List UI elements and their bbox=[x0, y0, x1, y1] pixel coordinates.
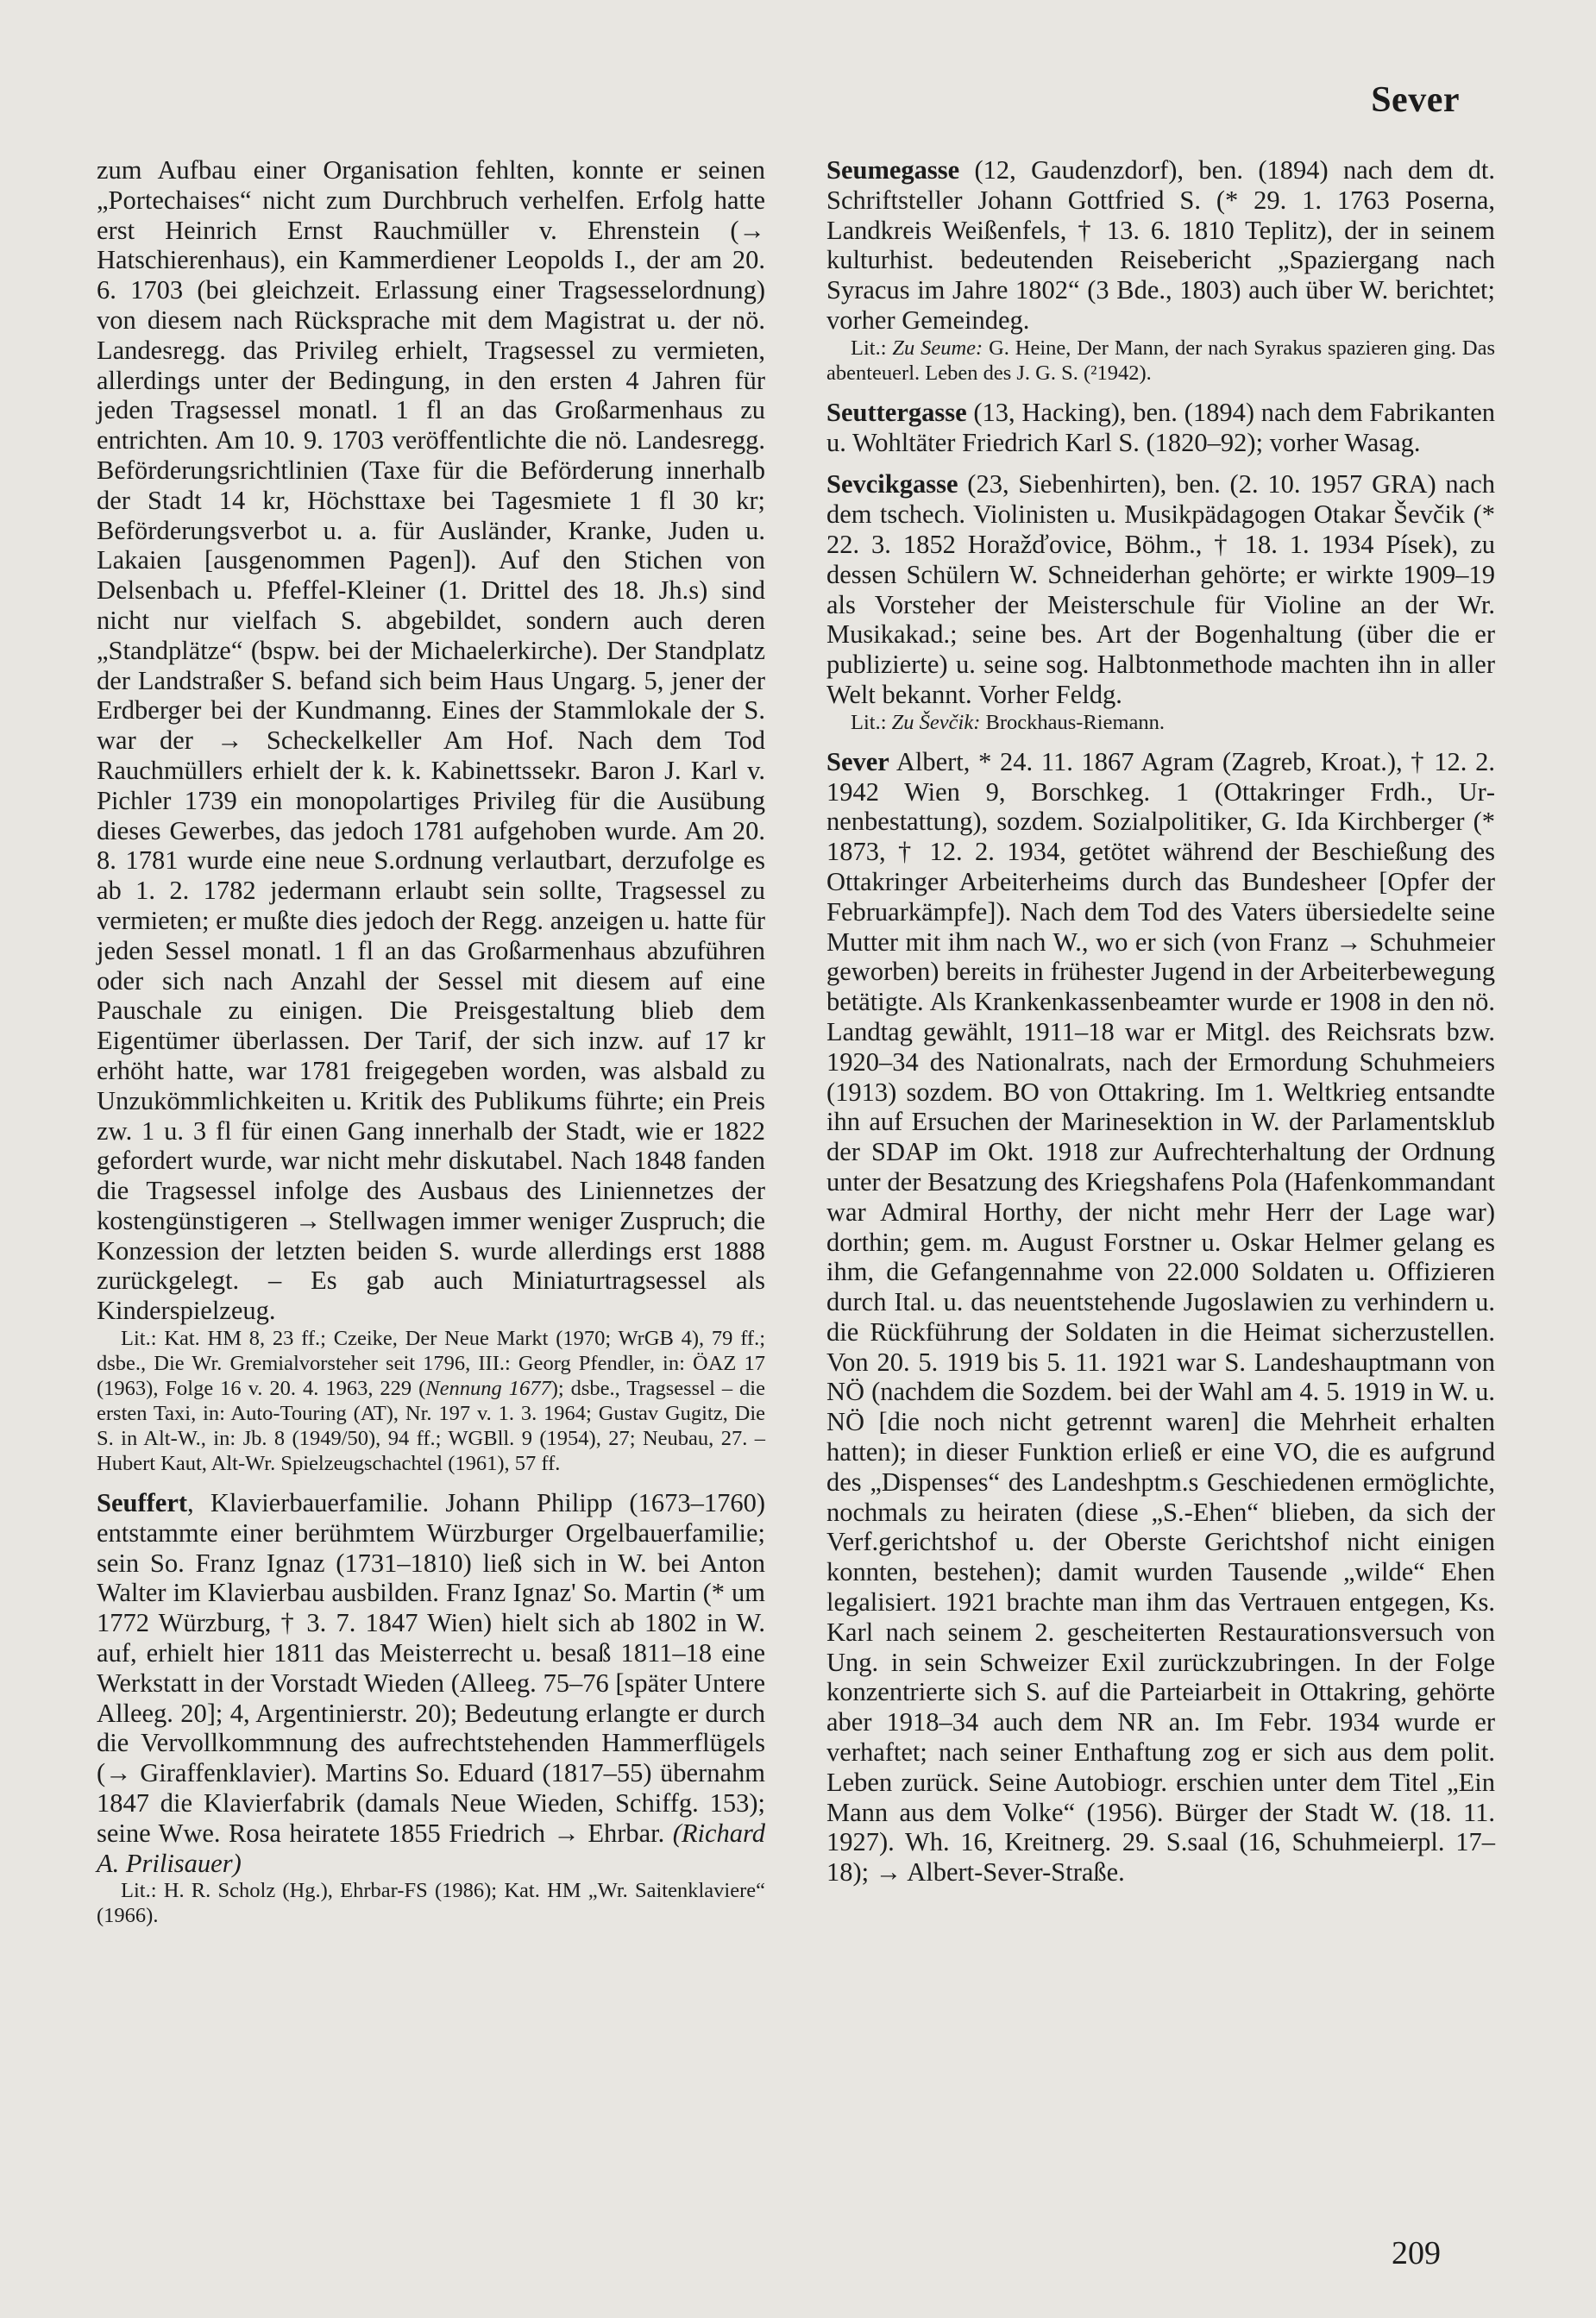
entry-body bbox=[826, 747, 1495, 1888]
entry-text: , Klavierbauerfamilie. Johann Philipp (1673–1760) entstammte einer berühmtem Würzburger Orgelbauerfamilie; sein So. Franz Ignaz (1731–1810) ließ sich in W. bei Anton Walter im Klavierbau ausbilden. Franz Ignaz' So. Martin (* um 1772 Würzburg, † 3. 7. 1847 Wien) hielt sich ab 1802 in W. auf, erhielt hier 1811 das Meisterrecht u. besaß 1811–18 eine Werkstatt in der Vorstadt Wieden (Alleeg. 75–76 [später Untere Alleeg. 20]; 4, Argentinierstr. 20); Bedeutung erlangte er durch die Vervollkommnung des aufrechtstehenden Hammerflügels (→ Giraffenklavier). Martins So. Eduard (1817–55) übernahm 1847 die Klavierfabrik (damals Neue Wieden, Schiffg. 153); seine Wwe. Rosa heiratete 1855 Friedrich → Ehrbar. bbox=[97, 1488, 765, 1848]
entry-body: zum Aufbau einer Organisation fehlten, konnte er seinen „Portechaises“ nicht zum Durchbruch verhelfen. Erfolg hatte erst Heinrich Ernst Rauchmüller v. Ehrenstein (→ Hatschierenhaus), ein Kammerdiener Leopolds I., der am 20. 6. 1703 (bei gleichzeit. Erlassung einer Tragsesselordnung) von diesem nach Rücksprache mit dem Magistrat u. der nö. Landesregg. das Privileg erhielt, Tragsessel zu vermieten, allerdings unter der Bedingung, in den ersten 4 Jahren für jeden Tragsessel monatl. 1 fl an das Großarmenhaus zu entrichten. Am 10. 9. 1703 veröffentlichte die nö. Landesregg. Beförderungsrichtlinien (Taxe für die Beförderung innerhalb der Stadt 14 kr, Höchsttaxe bei Tagesmiete 1 fl 30 kr; Beförderungsverbot u. a. für Ausländer, Kranke, Juden u. Lakaien [ausgenommen Pagen]). Auf den Stichen von Delsenbach u. Pfeffel-Kleiner (1. Drittel des 18. Jh.s) sind nicht nur vielfach S. abgebildet, sondern auch deren „Standplätze“ (bspw. bei der Michaelerkirche). Der Standplatz der Landstraßer S. befand sich beim Haus Ungarg. 5, jener der Erdberger bei der Kundmanng. Eines der Stammlokale der S. war der → Scheckelkeller Am Hof. Nach dem Tod Rauchmüllers erhielt der k. k. Kabinettssekr. Baron J. Karl v. Pichler 1739 ein monopolartiges Privileg für die Ausübung dieses Gewerbes, das jedoch 1781 aufgehoben wurde. Am 20. 8. 1781 wurde eine neue S.ordnung verlautbart, derzufolge es ab 1. 2. 1782 jedermann erlaubt sein sollte, Tragsessel zu vermieten; er mußte dies jedoch der Regg. anzeigen u. hatte für jeden Sessel monatl. 1 fl an das Großarmenhaus abzuführen oder sich nach Anzahl der Sessel mit diesem auf eine Pauschale zu einigen. Die Preisgestaltung blieb dem Eigentümer überlassen. Der Tarif, der sich inzw. auf 17 kr erhöht hatte, war 1781 freigegeben worden, was alsbald zu Unzukömmlichkeiten u. Kritik des Publikums führte; ein Preis zw. 1 u. 3 fl für einen Gang innerhalb der Stadt, wie er 1822 gefordert wurde, war nicht mehr diskutabel. Nach 1848 fanden die Tragsessel infolge des Ausbaus des Liniennetzes der kostengünstigeren → Stellwagen immer weniger Zuspruch; die Konzession der letzten beiden S. wurde allerdings erst 1888 zurückgelegt. – Es gab auch Miniaturtragsessel als Kinderspielzeug. bbox=[97, 155, 765, 1326]
literature-note bbox=[826, 710, 1495, 735]
entry-body bbox=[97, 1488, 765, 1878]
headword: Seumegasse bbox=[826, 155, 960, 185]
entry-author: (Richard A. Prilisauer) bbox=[97, 1818, 765, 1878]
entry-tragsessel-continued bbox=[97, 155, 765, 1476]
entry-text: (13, Hacking), ben. (1894) nach dem Fabrikanten u. Wohltäter Friedrich Karl S. (1820–92); vorher Wasag. bbox=[826, 397, 1495, 457]
left-column bbox=[97, 155, 765, 1928]
entry-text: (12, Gaudenzdorf), ben. (1894) nach dem dt. Schriftsteller Johann Gottfried S. (* 29. 1. 1763 Poserna, Landkreis Weißenfels, † 13. 6. 1810 Teplitz), der in seinem kulturhist. bedeutenden Reisebericht „Spaziergang nach Syracus im Jahre 1802“ (3 Bde., 1803) auch über W. berichtet; vorher Gemeindeg. bbox=[826, 155, 1495, 335]
lit-text: Brockhaus-Riemann. bbox=[980, 710, 1166, 734]
entry-seumegasse bbox=[826, 155, 1495, 386]
entry-text: Albert, * 24. 11. 1867 Agram (Zagreb, Kroat.), † 12. 2. 1942 Wien 9, Borschkeg. 1 (Ottakringer Frdh., Urnenbestattung), sozdem. Sozialpolitiker, G. Ida Kirchberger (* 1873, † 12. 2. 1934, getötet während der Beschießung des Ottakringer Arbeiterheims durch das Bundesheer [Opfer der Februarkämpfe]). Nach dem Tod des Vaters übersiedelte seine Mutter mit ihm nach W., wo er sich (von Franz → Schuhmeier geworben) bereits in frühester Jugend in der Arbeiterbewegung betätigte. Als Krankenkassenbeamter wurde er 1908 in den nö. Landtag gewählt, 1911–18 war er Mitgl. des Reichsrats bzw. 1920–34 des Nationalrats, nach der Ermordung Schuhmeiers (1913) sozdem. BO von Ottakring. Im 1. Weltkrieg entsandte ihn auf Ersuchen der Marinesektion in W. der Parlamentsklub der SDAP im Okt. 1918 zur Aufrechterhaltung der Ordnung unter der Besatzung des Kriegshafens Pola (Hafenkommandant war Admiral Horthy, der nicht mehr Herr der Lage war) dorthin; gem. m. August Forstner u. Oskar Helmer gelang es ihm, die Gefangennahme von 22.000 Soldaten u. Offizieren durch Ital. u. das neuentstehende Jugoslawien zu verhindern u. die Rückführung der Soldaten in die Heimat sicherzustellen. Von 20. 5. 1919 bis 5. 11. 1921 war S. Landeshauptmann von NÖ (nachdem die Sozdem. bei der Wahl am 4. 5. 1919 in W. u. NÖ [die noch nicht getrennt waren] die Mehrheit erhalten hatten); in dieser Funktion erließ er eine VO, die es aufgrund des „Dispenses“ des Landeshptm.s Geschiedenen ermöglichte, nochmals zu heiraten (diese „S.-Ehen“ blieben, da sich der Verf.gerichtshof u. der Oberste Gerichtshof nicht einigen konnten, bestehen); damit wurden Tausende „wilde“ Ehen legalisiert. 1921 brachte man ihm das Vertrauen entgegen, Ks. Karl nach seinem 2. gescheiterten Restaurationsversuch von Ung. in sein Schweizer Exil zurückzubringen. In der Folge konzentrierte sich S. auf die Parteiarbeit in Ottakring, gehörte aber 1918–34 auch dem NR an. Im Febr. 1934 wurde er verhaftet; nach seiner Enthaftung zog er sich aus dem polit. Leben zurück. Seine Autobiogr. erschien unter dem Titel „Ein Mann aus dem Volke“ (1956). Bürger der Stadt W. (18. 11. 1927). Wh. 16, Kreitnerg. 29. S.saal (16, Schuhmeierpl. 17–18); → Albert-Sever-Straße. bbox=[826, 746, 1495, 1888]
lit-text: G. Heine, Der Mann, der nach Syrakus spazieren ging. Das abenteuerl. Leben des J. G. S. (²1942). bbox=[826, 336, 1495, 385]
literature-note: Lit.: H. R. Scholz (Hg.), Ehrbar-FS (1986); Kat. HM „Wr. Saitenklaviere“ (1966). bbox=[97, 1879, 765, 1928]
running-head: Sever bbox=[1371, 80, 1460, 120]
entry-seuffert bbox=[97, 1488, 765, 1928]
entry-body bbox=[826, 398, 1495, 458]
lit-text: Lit.: bbox=[851, 336, 893, 360]
literature-note bbox=[97, 1326, 765, 1476]
entry-text: (23, Siebenhirten), ben. (2. 10. 1957 GRA) nach dem tschech. Violinisten u. Musikpädagogen Otakar Ševčik (* 22. 3. 1852 Horažďovice, Böhm., † 18. 1. 1934 Písek), zu dessen Schülern W. Schneiderhan gehörte; er wirkte 1909–19 als Vorsteher der Meisterschule für Violine an der Wr. Musikakad.; seine bes. Art der Bogenhaltung (über die er publizierte) u. seine sog. Halbtonmethode machten ihn in aller Welt bekannt. Vorher Feldg. bbox=[826, 469, 1495, 709]
headword: Sevcikgasse bbox=[826, 469, 958, 499]
lit-text: Lit.: bbox=[851, 710, 892, 734]
entry-body bbox=[826, 155, 1495, 336]
headword: Sever bbox=[826, 746, 889, 776]
right-column bbox=[826, 155, 1495, 1888]
headword: Seuffert bbox=[97, 1488, 188, 1518]
entry-seuttergasse bbox=[826, 398, 1495, 458]
lit-text: ); dsbe., Tragsessel – die ersten Taxi, in: Auto-Touring (AT), Nr. 197 v. 1. 3. 1964; Gustav Gugitz, Die S. in Alt-W., in: Jb. 8 (1949/50), 94 ff.; WGBll. 9 (1954), 27; Neubau, 27. – Hubert Kaut, Alt-Wr. Spielzeugschachtel (1961), 57 ff. bbox=[97, 1377, 765, 1476]
lit-italic: Nennung 1677 bbox=[425, 1377, 551, 1401]
entry-sevcikgasse bbox=[826, 469, 1495, 734]
literature-note bbox=[826, 336, 1495, 386]
lit-italic: Zu Ševčik: bbox=[891, 710, 981, 734]
page-number: 209 bbox=[1392, 2235, 1441, 2271]
entry-body bbox=[826, 469, 1495, 709]
lit-text: Lit.: Kat. HM 8, 23 ff.; Czeike, Der Neue Markt (1970; WrGB 4), 79 ff.; dsbe., Die Wr. Gremialvorsteher seit 1796, III.: Georg Pfendler, in: ÖAZ 17 (1963), Folge 16 v. 20. 4. 1963, 229 ( bbox=[97, 1327, 765, 1401]
headword: Seuttergasse bbox=[826, 397, 967, 427]
lit-italic: Zu Seume: bbox=[892, 336, 983, 360]
entry-sever bbox=[826, 747, 1495, 1888]
